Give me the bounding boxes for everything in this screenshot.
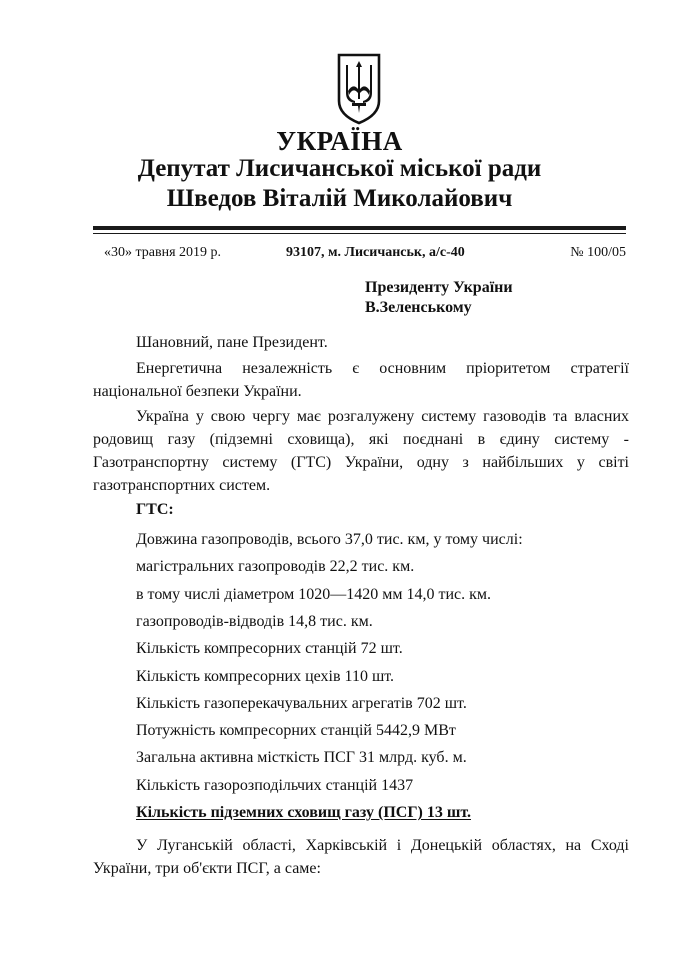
fact-item: магістральних газопроводів 22,2 тис. км.	[136, 558, 415, 575]
header-rule-thin	[93, 233, 626, 234]
addressee-line-2: В.Зеленському	[365, 299, 472, 316]
fact-item: Довжина газопроводів, всього 37,0 тис. км, у тому числі:	[136, 531, 523, 548]
paragraph-1: Енергетична незалежність є основним пріоритетом стратегії національної безпеки України.	[93, 360, 629, 400]
fact-item: Кількість компресорних цехів 110 шт.	[136, 668, 395, 685]
header-rule-thick	[93, 226, 626, 230]
fact-item: Кількість компресорних станцій 72 шт.	[136, 640, 403, 657]
greeting: Шановний, пане Президент.	[136, 334, 328, 351]
trident-emblem-icon	[336, 53, 382, 125]
postal-address: 93107, м. Лисичанськ, а/с-40	[286, 245, 465, 260]
fact-item: Кількість газоперекачувальних агрегатів 702 шт.	[136, 695, 467, 712]
paragraph-2: Україна у свою чергу має розгалужену систему газоводів та власних родовищ газу (підземні сховища), які поєднані в єдину систему - Газотранспортну систему (ГТС) України, одну з найбільших у світі газотранспортних систем.	[93, 408, 629, 494]
deputy-name: Шведов Віталій Миколайович	[166, 185, 513, 212]
country-title: УКРАЇНА	[276, 126, 403, 156]
addressee-block	[365, 278, 513, 318]
letter-number: № 100/05	[570, 245, 626, 260]
gts-heading: ГТС:	[136, 501, 174, 518]
storage-heading: Кількість підземних сховищ газу (ПСГ) 13 шт.	[136, 804, 471, 821]
deputy-title: Депутат Лисичанської міської ради	[137, 155, 542, 182]
fact-item: в тому числі діаметром 1020—1420 мм 14,0 тис. км.	[136, 586, 492, 603]
addressee-line-1: Президенту України	[365, 279, 513, 296]
paragraph-3: У Луганській області, Харківській і Донецькій областях, на Сході України, три об'єкти ПСГ, а саме:	[93, 837, 629, 877]
fact-item: Кількість газорозподільчих станцій 1437	[136, 777, 414, 794]
fact-item: Загальна активна місткість ПСГ 31 млрд. куб. м.	[136, 749, 467, 766]
letter-date: «30» травня 2019 р.	[104, 245, 222, 260]
fact-item: газопроводів-відводів 14,8 тис. км.	[136, 613, 373, 630]
fact-item: Потужність компресорних станцій 5442,9 МВт	[136, 722, 456, 739]
